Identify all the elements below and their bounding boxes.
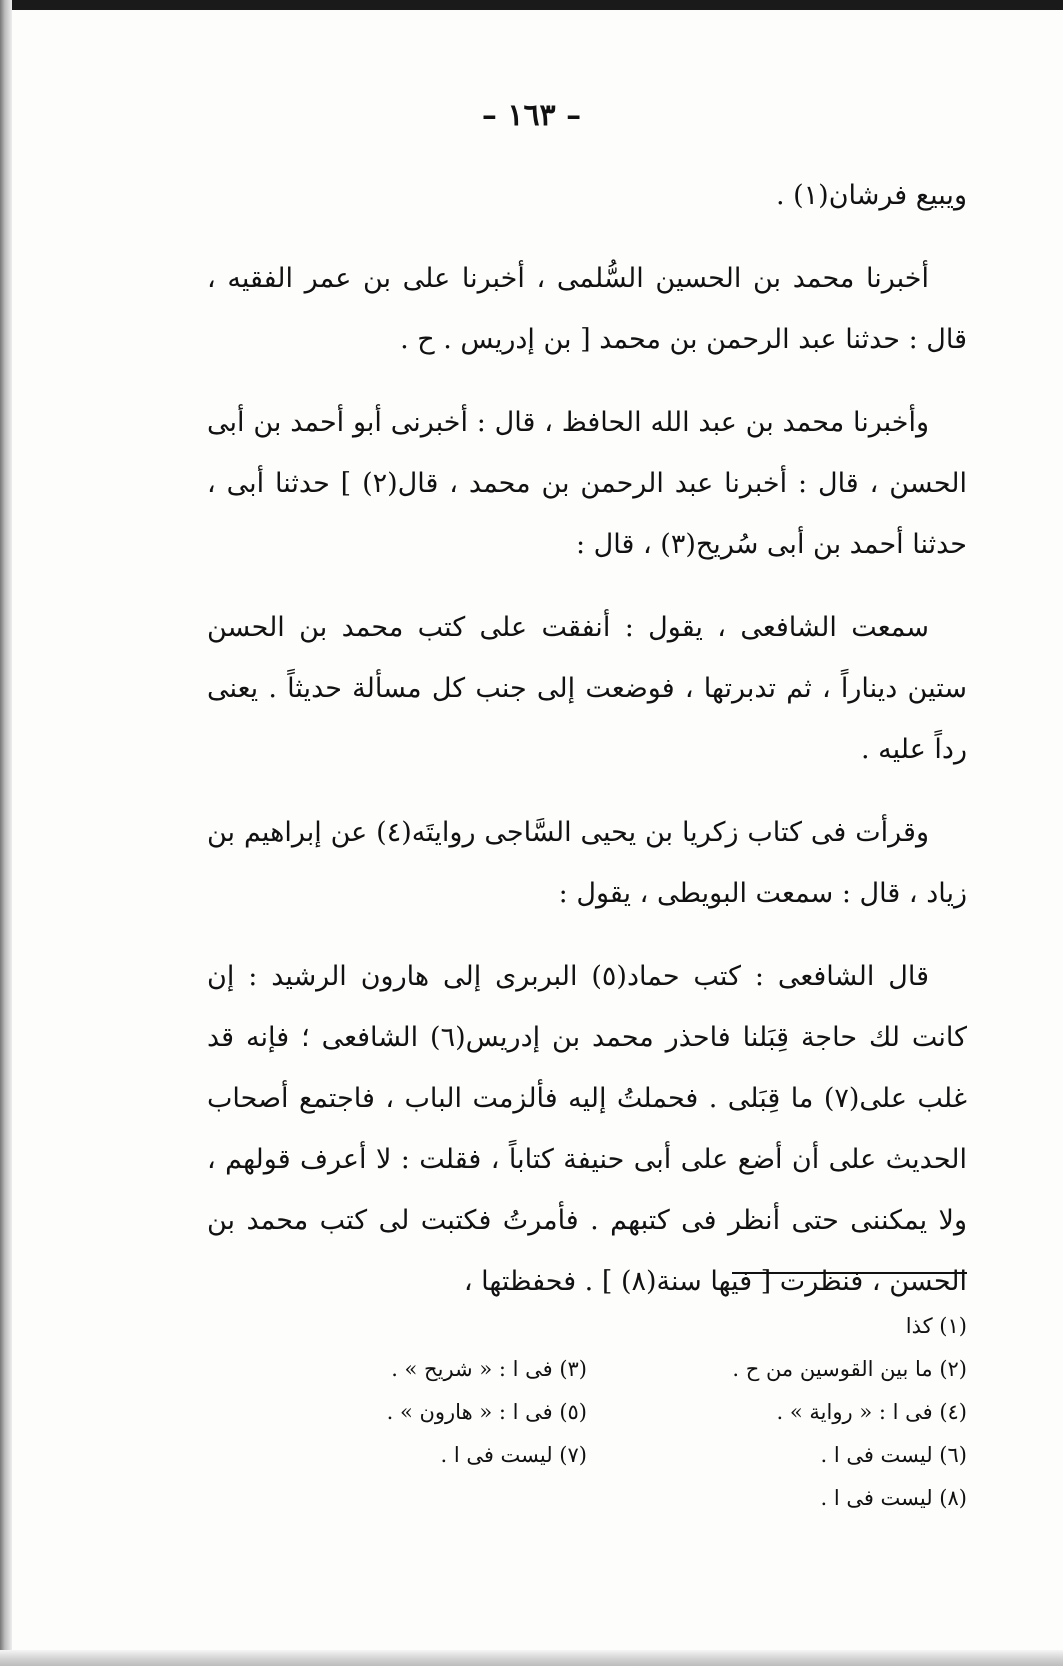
footnotes xyxy=(207,1305,967,1520)
footnote-row xyxy=(207,1391,967,1434)
footnote-divider xyxy=(732,1272,967,1274)
paragraph-4: سمعت الشافعى ، يقول : أنفقت على كتب محمد بن الحسن ستين ديناراً ، ثم تدبرتها ، فوضعت إلى جنب كل مسألة حديثاً . يعنى رداً عليه . xyxy=(207,612,967,765)
footnote-6: (٦) ليست فى ا . xyxy=(820,1443,967,1467)
footnote-7: (٧) ليست فى ا . xyxy=(440,1443,587,1467)
footnote-empty xyxy=(207,1477,587,1520)
footnote-row xyxy=(207,1477,967,1520)
footnote-4: (٤) فى ا : « رواية » . xyxy=(776,1400,967,1424)
footnote-5: (٥) فى ا : « هارون » . xyxy=(386,1400,587,1424)
footnote-empty xyxy=(207,1305,587,1348)
scan-bottom-edge xyxy=(0,1650,1063,1666)
scan-top-edge xyxy=(0,0,1063,10)
paragraph-2: أخبرنا محمد بن الحسين السُّلمى ، أخبرنا على بن عمر الفقيه ، قال : حدثنا عبد الرحمن بن محمد [ بن إدريس . ح . xyxy=(207,263,967,355)
paragraph-1: ويبيع فرشان(١) . xyxy=(775,180,967,211)
footnote-row xyxy=(207,1305,967,1348)
footnote-row xyxy=(207,1348,967,1391)
paragraph-3: وأخبرنا محمد بن عبد الله الحافظ ، قال : أخبرنى أبو أحمد بن أبى الحسن ، قال : أخبرنا عبد الرحمن بن محمد ، قال(٢) ] حدثنا أبى ، حدثنا أحمد بن أبى سُريح(٣) ، قال : xyxy=(207,407,967,560)
scan-left-edge xyxy=(0,0,12,1666)
paragraph-6: قال الشافعى : كتب حماد(٥) البربرى إلى هارون الرشيد : إن كانت لك حاجة قِبَلنا فاحذر محمد بن إدريس(٦) الشافعى ؛ فإنه قد غلب على(٧) ما قِبَلى . فحملتُ إليه فألزمت الباب ، فاجتمع أصحاب الحديث على أن أضع على أبى حنيفة كتاباً ، فقلت : لا أعرف قولهم ، ولا يمكننى حتى أنظر فى كتبهم . فأمرتُ فكتبت لى كتب محمد بن الحسن ، فنظرت [ فيها سنة(٨) ] . فحفظتها ، xyxy=(207,961,967,1297)
footnote-1: (١) كذا xyxy=(905,1314,967,1338)
page-number: – ١٦٣ – xyxy=(481,98,582,133)
footnote-8: (٨) ليست فى ا . xyxy=(820,1486,967,1510)
footnote-2: (٢) ما بين القوسين من ح . xyxy=(732,1357,967,1381)
main-text xyxy=(207,165,967,1334)
footnote-row xyxy=(207,1434,967,1477)
footnote-3: (٣) فى ا : « شريح » . xyxy=(391,1357,587,1381)
paragraph-5: وقرأت فى كتاب زكريا بن يحيى السَّاجى روايتَه(٤) عن إبراهيم بن زياد ، قال : سمعت البويطى ، يقول : xyxy=(207,817,967,909)
